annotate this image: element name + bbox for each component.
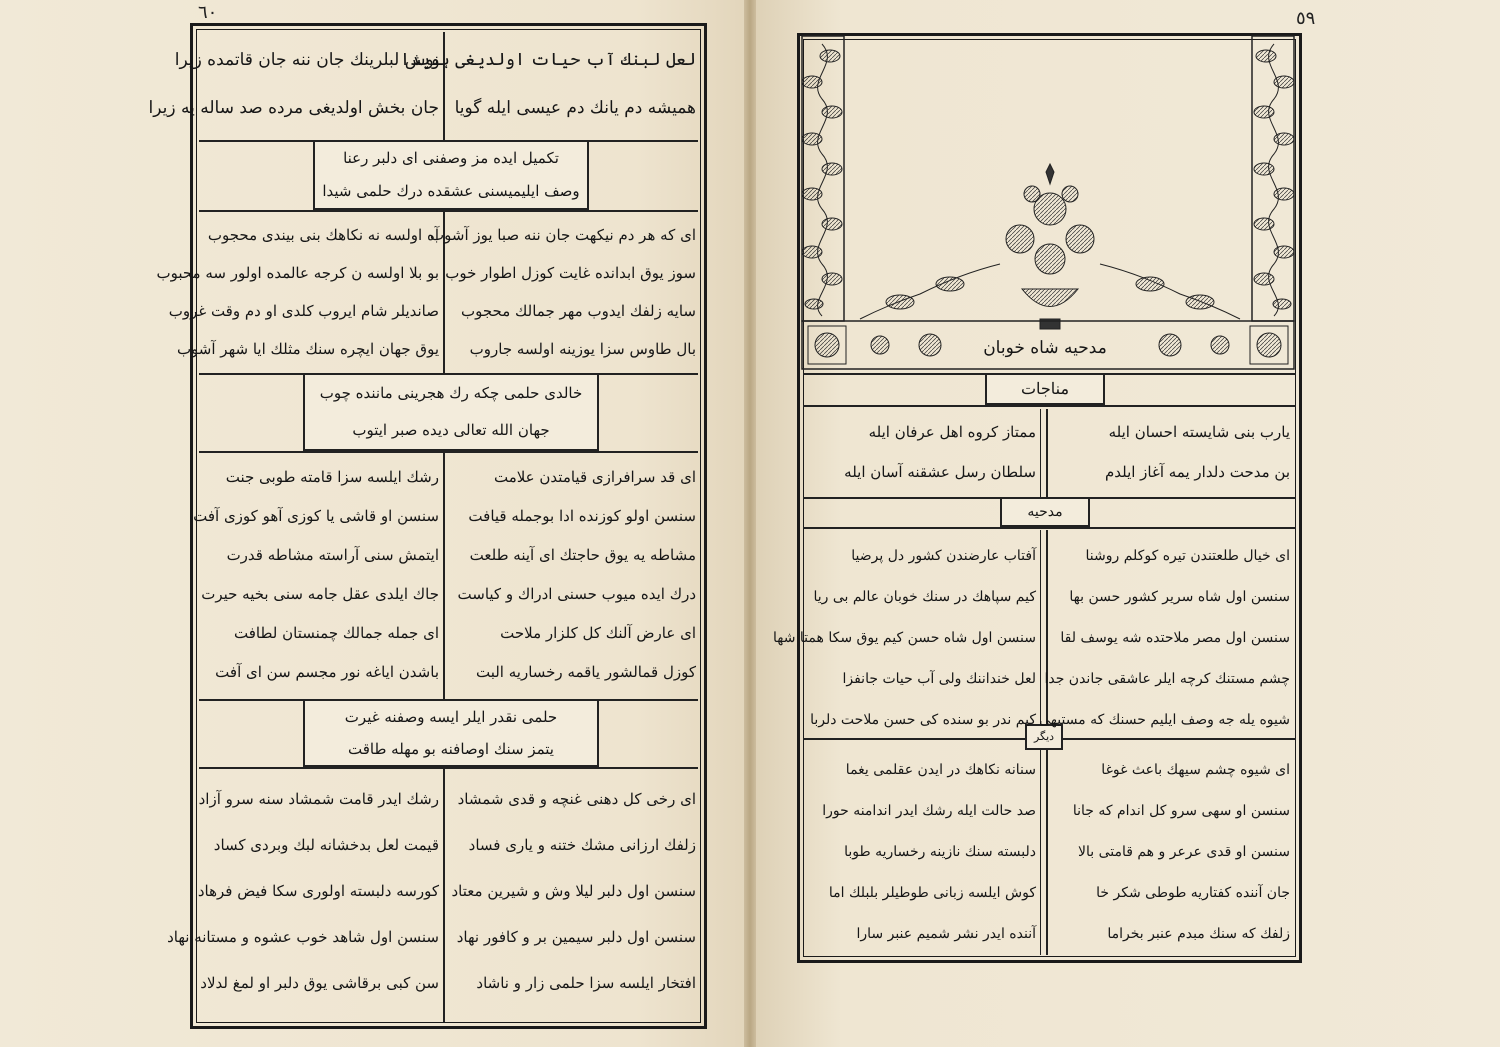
verse-line: قیمت لعل بدخشانه لبك وبردی كساد (213, 836, 439, 854)
verse-line: كوزل قمالشور یاقمه رخساریه البت (475, 663, 696, 681)
verse-line: یارب بنی شایسته احسان ایله (1108, 423, 1290, 441)
rule (803, 405, 1296, 407)
verse-line: كیم سپاهك در سنك خوبان عالم بی ریا (813, 589, 1036, 605)
verse-line: آفتاب عارضندن كشور دل پرضیا (851, 548, 1036, 564)
verse-line: ای رخی كل دهنی غنچه و قدی شمشاد (457, 790, 696, 808)
couplet-block-right (430, 216, 696, 368)
floral-headpiece-ornament (800, 34, 1300, 374)
couplet-block-left (773, 536, 1036, 741)
verse-line: ای شیوه چشم سیهك باعث غوغا (1101, 762, 1290, 778)
verse-line: لعل خنداننك ولی آب حیات جانفزا (842, 671, 1036, 687)
ornament-title: مدحیه شاه خوبان (983, 338, 1107, 358)
heading-line: یتمز سنك اوصافنه بو مهله طاقت (348, 740, 554, 758)
verse-line: سلطان رسل عشقنه آسان ایله (844, 463, 1036, 481)
verse-line: صاندیلر شام ایروب كلدی او دم وقت غروب (168, 302, 439, 320)
verse-line: رشك ایدر قامت شمشاد سنه سرو آزاد (198, 790, 439, 808)
verse-line: رشك ایلسه سزا قامته طوبی جنت (225, 468, 439, 486)
right-page-number: ٥٩ (1296, 8, 1316, 29)
verse-line: شیوه یله جه وصف ایلیم حسنك كه مستیهی (1039, 712, 1290, 728)
rule (199, 767, 698, 769)
left-page-number: ٦٠ (198, 2, 218, 23)
verse-line: صد حالت ایله رشك ایدر اندامنه حورا (822, 803, 1036, 819)
verse-line: سنسن اول شاهد خوب عشوه و مستانه نهاد (167, 928, 439, 946)
section-title-madhiye: مدحیه (1000, 497, 1090, 527)
book-gutter (744, 0, 756, 1047)
couplet-block-left (808, 412, 1036, 492)
verse-line: سنسن اول شاه سریر كشور حسن بها (1069, 589, 1290, 605)
couplet-block-right (1054, 750, 1290, 955)
verse-line: نوش لبلرینك جان ننه جان قاتمده زیرا (174, 50, 439, 70)
verse-line: جان بخش اولدیغی مرده صد ساله یه زیرا (148, 98, 439, 118)
verse-line: سنسن اول دلبر لیلا وش و شیرین معتاد (451, 882, 696, 900)
verse-line: جاك ایلدی عقل جامه سنی بخیه حیرت (201, 585, 439, 603)
heading-line: حلمی نقدر ایلر ایسه وصفنه غیرت (344, 708, 558, 726)
verse-line: ممتاز كروه اهل عرفان ایله (868, 423, 1036, 441)
verse-line: سوز یوق ابدانده غایت كوزل اطوار خوب (445, 264, 696, 282)
center-mark: دیگر (1025, 724, 1063, 750)
verse-line: آه اولسه نه نكاهك بنی بیندی محجوب (207, 226, 439, 244)
verse-line: بن مدحت دلدار یمه آغاز ایلدم (1104, 463, 1290, 481)
verse-line: آننده ایدر نشر شمیم عنبر سارا (856, 926, 1036, 942)
couplet-block-left (148, 36, 439, 132)
verse-line: زلفك ارزانی مشك ختنه و یاری فساد (468, 836, 696, 854)
verse-line: همیشه دم یانك دم عیسی ایله گویا (454, 98, 696, 118)
section-title-munajat: مناجات (985, 373, 1105, 405)
couplet-block-right (451, 458, 696, 692)
heading-line: وصف ایلیمیسنی عشقده درك حلمی شیدا (322, 182, 580, 200)
verse-line: سن كبی برقاشی یوق دلبر او لمغ لدلاد (200, 974, 439, 992)
verse-line: دلبسته سنك نازینه رخساریه طوبا (844, 844, 1036, 860)
verse-line: سنسن اولو كوزنده ادا بوجمله قیافت (468, 507, 696, 525)
verse-line: ای كه هر دم نیكهت جان ننه صبا یوز آشوب (430, 226, 696, 244)
verse-line: كوش ایلسه زبانی طوطیلر بلبلك اما (828, 885, 1036, 901)
verse-line: جان آننده كفتاریه طوطی شكر خا (1096, 885, 1290, 901)
verse-line: افتخار ایلسه سزا حلمی زار و ناشاد (476, 974, 696, 992)
column-divider (443, 451, 445, 699)
verse-line: سنسن اول دلبر سیمین بر و كافور نهاد (456, 928, 696, 946)
verse-line: كورسه دلبسته اولوری سكا فیض فرهاد (197, 882, 439, 900)
verse-line: درك ایده میوب حسنی ادراك و كیاست (457, 585, 696, 603)
verse-line: سنانه نكاهك در ایدن عقلمی یغما (845, 762, 1036, 778)
couplet-block-left (167, 776, 439, 1006)
heading-line: تكمیل ایده مز وصفنی ای دلبر رعنا (343, 149, 559, 167)
verse-line: ای قد سرافرازی قیامتدن علامت (493, 468, 696, 486)
verse-line: بو بلا اولسه ن كرجه عالمده اولور سه محبوب (156, 264, 439, 282)
verse-line: ایتمش سنی آراسته مشاطه قدرت (226, 546, 439, 564)
verse-line: سایه زلفك ایدوب مهر جمالك محجوب (460, 302, 696, 320)
verse-line: باشدن ایاغه نور مجسم سن ای آفت (215, 663, 439, 681)
column-divider (1040, 409, 1041, 497)
left-page-frame (148, 23, 707, 1029)
section-heading (303, 373, 599, 451)
couplet-block-left (156, 216, 439, 368)
verse-line: زلفك كه سنك مبدم عنبر بخراما (1107, 926, 1290, 942)
column-divider (443, 767, 445, 1022)
column-divider (1046, 409, 1048, 497)
verse-line: سنسن او سهی سرو كل اندام كه جانا (1072, 803, 1290, 819)
couplet-block-right (1054, 412, 1290, 492)
verse-line: ای جمله جمالك چمنستان لطافت (234, 624, 439, 642)
rule (199, 210, 698, 212)
verse-line: سنسن اول شاه حسن كیم یوق سكا همتا شها (773, 630, 1036, 646)
couplet-block-left (193, 458, 439, 692)
couplet-block-left (808, 750, 1036, 955)
verse-line: مشاطه یه یوق حاجتك ای آینه طلعت (469, 546, 696, 564)
verse-line: لعل لبنك آب حیات اولدیغی ہویدا (400, 50, 696, 70)
rule (803, 527, 1296, 529)
verse-line: ای عارض آلنك كل كلزار ملاحت (500, 624, 696, 642)
heading-line: جهان الله تعالی دیده صبر ایتوب (352, 421, 550, 439)
couplet-block-right (451, 776, 696, 1006)
verse-line: سنسن او قدی عرعر و هم قامتی بالا (1077, 844, 1290, 860)
verse-line: چشم مستنك كرچه ایلر عاشقی جاندن جدا (1044, 671, 1290, 687)
verse-line: كیم ندر بو سنده كی حسن ملاحت دلربا (810, 712, 1036, 728)
verse-line: سنسن او قاشی یا كوزی آهو كوزی آفت (193, 507, 439, 525)
section-heading (303, 699, 599, 767)
couplet-block-right (400, 36, 696, 132)
verse-line: یوق جهان ایچره سنك مثلك ایا شهر آشوب (176, 340, 439, 358)
section-heading (313, 140, 589, 210)
verse-line: ای خیال طلعتندن تیره كوكلم روشنا (1085, 548, 1290, 564)
heading-line: خالدی حلمی چكه رك هجرینی ماننده چوب (319, 384, 583, 402)
verse-line: بال طاوس سزا یوزینه اولسه جاروب (469, 340, 696, 358)
verse-line: سنسن اول مصر ملاحتده شه یوسف لقا (1060, 630, 1290, 646)
rule (199, 451, 698, 453)
